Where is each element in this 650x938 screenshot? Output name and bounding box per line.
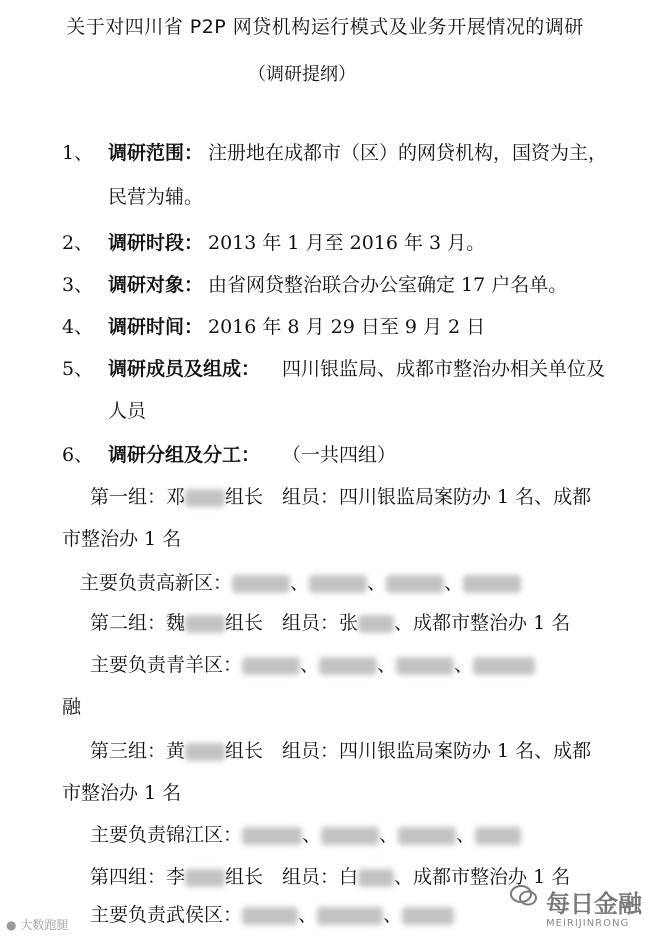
group-1-members-continued: 市整治办 1 名	[62, 528, 182, 550]
redacted-company	[309, 575, 367, 593]
redacted-company	[242, 827, 302, 845]
item-text: 四川银监局、成都市整治办相关单位及	[282, 358, 606, 380]
item-text: 由省网贷整治联合办公室确定 17 户名单。	[208, 274, 568, 296]
redacted-company	[242, 657, 300, 675]
item-text: 2013 年 1 月至 2016 年 3 月。	[208, 232, 486, 254]
group-3-members: 第三组：黄 组长 组员：四川银监局案防办 1 名、成都	[90, 740, 592, 762]
item-label: 调研对象：	[108, 274, 204, 296]
redacted-name	[358, 615, 394, 633]
redacted-company	[402, 907, 454, 925]
item-text: （一共四组）	[282, 444, 397, 466]
group-1-area: 主要负责高新区： 、 、 、	[80, 568, 521, 595]
redacted-name	[185, 869, 225, 887]
watermark-brand-latin: MEIRIJINRONG	[546, 918, 630, 929]
item-label: 调研范围：	[108, 142, 204, 164]
item-number: 5、	[62, 358, 94, 380]
document-title: 关于对四川省 P2P 网贷机构运行模式及业务开展情况的调研	[66, 16, 584, 38]
group-3-members-continued: 市整治办 1 名	[62, 782, 182, 804]
redacted-company	[321, 827, 379, 845]
item-number: 4、	[62, 316, 94, 338]
redacted-company	[396, 657, 454, 675]
redacted-company	[232, 575, 290, 593]
weibo-icon: ●	[6, 918, 17, 932]
group-4-members: 第四组：李 组长 组员：白 、成都市整治办 1 名	[90, 866, 571, 888]
item-text-continued: 人员	[108, 400, 147, 422]
item-number: 2、	[62, 232, 94, 254]
document-subtitle: （调研提纲）	[248, 64, 356, 85]
item-number: 3、	[62, 274, 94, 296]
redacted-company	[317, 907, 383, 925]
redacted-name	[185, 743, 225, 761]
redacted-company	[398, 827, 456, 845]
redacted-company	[242, 907, 298, 925]
redacted-company	[319, 657, 377, 675]
watermark-right	[510, 882, 650, 938]
redacted-company	[386, 575, 444, 593]
redacted-name	[185, 615, 225, 633]
redacted-company	[463, 575, 521, 593]
item-text-continued: 民营为辅。	[108, 186, 204, 208]
group-1-members: 第一组：邓 组长 组员：四川银监局案防办 1 名、成都	[90, 486, 592, 508]
wechat-icon	[510, 884, 538, 914]
watermark-brand: 每日金融	[546, 890, 642, 918]
group-4-area: 主要负责武侯区： 、 、	[90, 900, 454, 927]
redacted-name	[358, 869, 394, 887]
item-label: 调研时段：	[108, 232, 204, 254]
item-text: 2016 年 8 月 29 日至 9 月 2 日	[208, 316, 486, 338]
item-label: 调研时间：	[108, 316, 204, 338]
item-number: 1、	[62, 142, 94, 164]
group-2-members: 第二组：魏 组长 组员：张 、成都市整治办 1 名	[90, 612, 571, 634]
item-number: 6、	[62, 444, 94, 466]
redacted-company	[475, 827, 521, 845]
group-2-area-continued: 融	[62, 696, 82, 718]
item-text: 注册地在成都市（区）的网贷机构，国资为主，	[208, 142, 608, 164]
watermark-left: ● 大数跑腿	[6, 918, 69, 932]
redacted-company	[473, 657, 535, 675]
item-label: 调研成员及组成：	[108, 358, 261, 380]
group-3-area: 主要负责锦江区： 、 、 、	[90, 820, 521, 847]
group-2-area: 主要负责青羊区： 、 、 、	[90, 650, 535, 677]
redacted-name	[185, 489, 225, 507]
item-label: 调研分组及分工：	[108, 444, 261, 466]
